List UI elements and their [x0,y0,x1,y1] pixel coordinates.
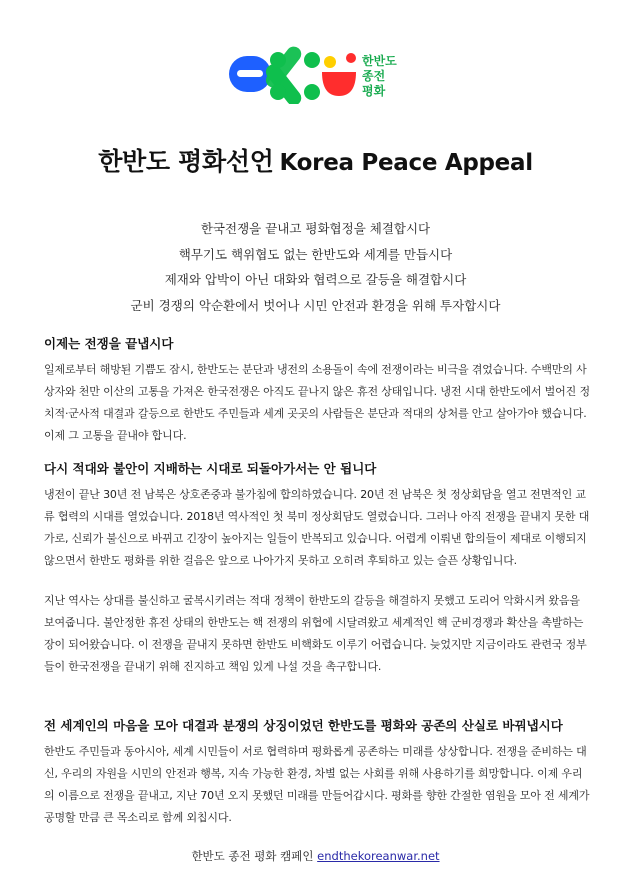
logo-blue-notch [237,70,263,77]
slogan-item: 군비 경쟁의 악순환에서 벗어나 시민 안전과 환경을 위해 투자합시다 [130,297,501,313]
logo-text-line-1: 한반도 [362,54,397,68]
page-title [0,142,631,178]
section-paragraph: 지난 역사는 상대를 불신하고 굴복시키려는 적대 정책이 한반도의 갈등을 해결하지 못했고 도리어 악화시켜 왔음을 보여줍니다. 불안정한 휴전 상태의 한반도는 핵 전쟁의 위협에 시달려왔고 세계적인 핵 군비경쟁과 확산을 촉발하는 장이 되어왔습니다. 이 전쟁을 끝내지 못하면 한반도 비핵화도 이루기 어렵습니다. 늦었지만 지금이라도 관련국 정부들이 한국전쟁을 끝내기 위해 진지하고 책임 있게 나설 것을 촉구합니다. [44,594,587,673]
title-korean: 한반도 평화선언 [98,147,274,176]
logo-green-x-shape [263,46,320,104]
section-heading: 이제는 전쟁을 끝냅시다 [44,336,174,351]
section-no-return [44,459,592,678]
logo-text-line-2: 종전 [362,69,386,83]
section-heading: 전 세계인의 마음을 모아 대결과 분쟁의 상징이었던 한반도를 평화와 공존의 산실로 바꿔냅시다 [44,718,563,733]
slogan-item: 핵무기도 핵위협도 없는 한반도와 세계를 만듭시다 [178,246,453,262]
section-paragraph: 일제로부터 해방된 기쁨도 잠시, 한반도는 분단과 냉전의 소용돌이 속에 전쟁이라는 비극을 겪었습니다. 수백만의 사상자와 천만 이산의 고통을 가져온 한국전쟁은 아직도 끝나지 않은 휴전 상태입니다. 냉전 시대 한반도에서 벌어진 정치적·군사적 대결과 갈등으로 한반도 주민들과 세계 곳곳의 사람들은 분단과 적대의 상처를 안고 살아가야 했습니다. 이제 그 고통을 끝내야 합니다. [44,363,590,442]
logo-red-shape [322,72,356,96]
section-paragraph: 냉전이 끝난 30년 전 남북은 상호존중과 불가침에 합의하였습니다. 20년 전 남북은 첫 정상회담을 열고 전면적인 교류 협력의 시대를 열었습니다. 2018년 역사적인 첫 북미 정상회담도 열렸습니다. 그러나 아직 전쟁을 끝내지 못한 대가로, 신뢰가 불신으로 바뀌고 긴장이 높아지는 일들이 반복되고 있습니다. 어렵게 이뤄낸 합의들이 제대로 이행되지 않으면서 한반도 평화를 위한 걸음은 앞으로 나아가지 못하고 오히려 후퇴하고 있는 슬픈 상황입니다. [44,488,590,567]
logo-text-line-3: 평화 [362,84,386,98]
section-peace-together [44,716,592,829]
slogan-item: 한국전쟁을 끝내고 평화협정을 체결합시다 [200,221,431,236]
footer-campaign-name: 한반도 종전 평화 캠페인 [191,849,314,863]
footer [0,848,631,864]
slogan-list [0,216,631,318]
title-english: Korea Peace Appeal [279,150,533,176]
logo-red-dot [346,53,356,63]
logo-yellow-dot [324,56,336,68]
section-heading: 다시 적대와 불안이 지배하는 시대로 되돌아가서는 안 됩니다 [44,461,377,476]
section-paragraph: 한반도 주민들과 동아시아, 세계 시민들이 서로 협력하며 평화롭게 공존하는 미래를 상상합니다. 전쟁을 준비하는 대신, 우리의 자원을 시민의 안전과 행복, 지속 가능한 환경, 차별 없는 사회를 위해 사용하기를 희망합니다. 이제 우리의 이름으로 전쟁을 끝내고, 지난 70년 오지 못했던 미래를 만들어갑시다. 평화를 향한 간절한 염원을 모아 전 세계가 공명할 만큼 큰 목소리로 함께 외칩시다. [44,745,590,824]
campaign-logo [229,46,401,104]
slogan-item: 제재와 압박이 아닌 대화와 협력으로 갈등을 해결합시다 [164,272,467,287]
footer-website-link[interactable]: endthekoreanwar.net [317,849,440,863]
section-end-war [44,334,592,447]
